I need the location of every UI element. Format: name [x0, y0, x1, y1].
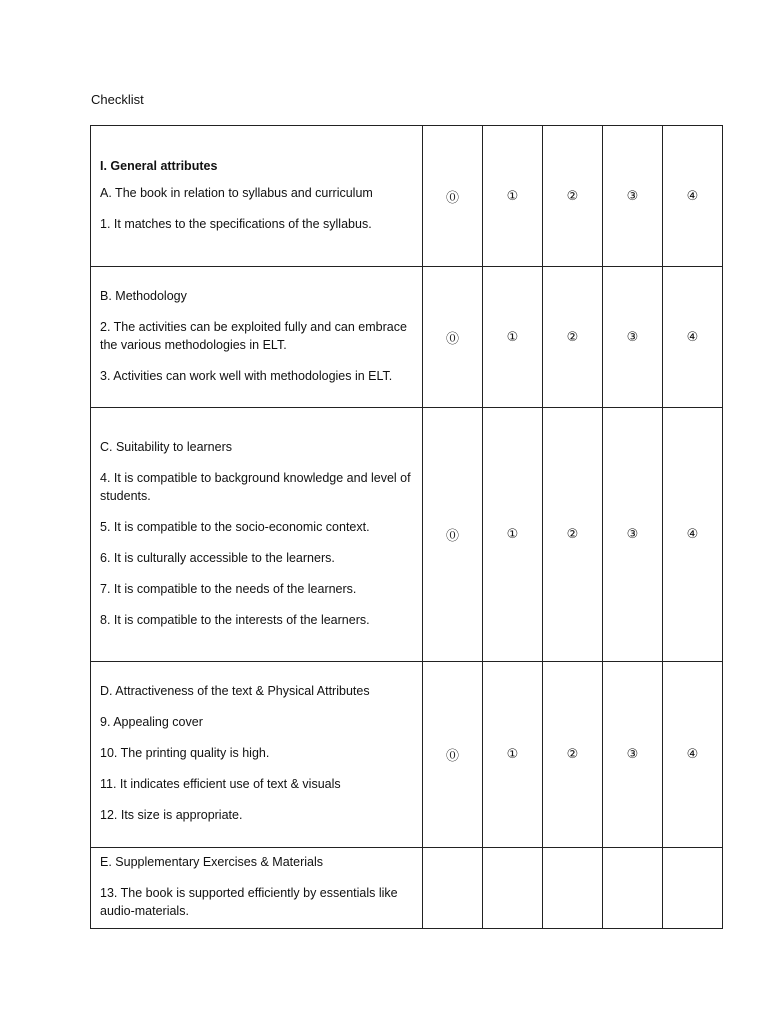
subsection-title: A. The book in relation to syllabus and curriculum — [100, 185, 373, 200]
rating-3-cell[interactable]: ③ — [603, 408, 663, 662]
item-cell — [91, 267, 423, 408]
rating-2-cell[interactable]: ② — [543, 408, 603, 662]
checklist-item: 5. It is compatible to the socio-economic context. — [100, 519, 370, 534]
rating-2-cell[interactable]: ② — [543, 662, 603, 848]
table-row — [91, 126, 723, 267]
checklist-item: 2. The activities can be exploited fully and can embrace the various methodologies in ELT. — [100, 319, 407, 352]
rating-4-cell[interactable]: ④ — [663, 126, 723, 267]
section-heading: I. General attributes — [100, 158, 218, 173]
rating-0-cell[interactable]: ⓪ — [423, 126, 483, 267]
item-cell — [91, 662, 423, 848]
rating-1-cell[interactable]: ① — [483, 126, 543, 267]
rating-2-cell[interactable] — [543, 848, 603, 929]
rating-3-cell[interactable]: ③ — [603, 267, 663, 408]
rating-3-cell[interactable]: ③ — [603, 126, 663, 267]
item-cell — [91, 126, 423, 267]
rating-0-cell[interactable] — [423, 848, 483, 929]
page-title: Checklist — [91, 92, 144, 107]
checklist-item: 11. It indicates efficient use of text & visuals — [100, 777, 341, 791]
rating-3-cell[interactable] — [603, 848, 663, 929]
table-row — [91, 662, 723, 848]
rating-2-cell[interactable]: ② — [543, 126, 603, 267]
subsection-title: D. Attractiveness of the text & Physical Attributes — [100, 684, 370, 698]
checklist-item: 6. It is culturally accessible to the learners. — [100, 550, 335, 565]
subsection-title: B. Methodology — [100, 288, 187, 303]
table-row — [91, 267, 723, 408]
checklist-item: 10. The printing quality is high. — [100, 746, 270, 760]
rating-1-cell[interactable]: ① — [483, 267, 543, 408]
item-cell — [91, 408, 423, 662]
checklist-item: 3. Activities can work well with methodologies in ELT. — [100, 368, 393, 383]
rating-4-cell[interactable]: ④ — [663, 662, 723, 848]
table-row — [91, 848, 723, 929]
subsection-title: E. Supplementary Exercises & Materials — [100, 855, 324, 869]
rating-1-cell[interactable] — [483, 848, 543, 929]
checklist-item: 7. It is compatible to the needs of the learners. — [100, 581, 357, 596]
checklist-item: 12. Its size is appropriate. — [100, 808, 243, 822]
rating-2-cell[interactable]: ② — [543, 267, 603, 408]
table-row — [91, 408, 723, 662]
checklist-item: 4. It is compatible to background knowledge and level of students. — [100, 470, 411, 503]
checklist-item: 9. Appealing cover — [100, 715, 203, 729]
rating-0-cell[interactable]: ⓪ — [423, 267, 483, 408]
rating-0-cell[interactable]: ⓪ — [423, 408, 483, 662]
rating-4-cell[interactable]: ④ — [663, 408, 723, 662]
checklist-item: 13. The book is supported efficiently by essentials like audio-materials. — [100, 886, 398, 918]
checklist-item: 8. It is compatible to the interests of the learners. — [100, 612, 370, 627]
item-cell — [91, 848, 423, 929]
checklist-item: 1. It matches to the specifications of the syllabus. — [100, 216, 372, 231]
rating-1-cell[interactable]: ① — [483, 662, 543, 848]
rating-4-cell[interactable]: ④ — [663, 267, 723, 408]
subsection-title: C. Suitability to learners — [100, 439, 233, 454]
checklist-table — [90, 125, 723, 929]
rating-0-cell[interactable]: ⓪ — [423, 662, 483, 848]
rating-1-cell[interactable]: ① — [483, 408, 543, 662]
rating-4-cell[interactable] — [663, 848, 723, 929]
rating-3-cell[interactable]: ③ — [603, 662, 663, 848]
